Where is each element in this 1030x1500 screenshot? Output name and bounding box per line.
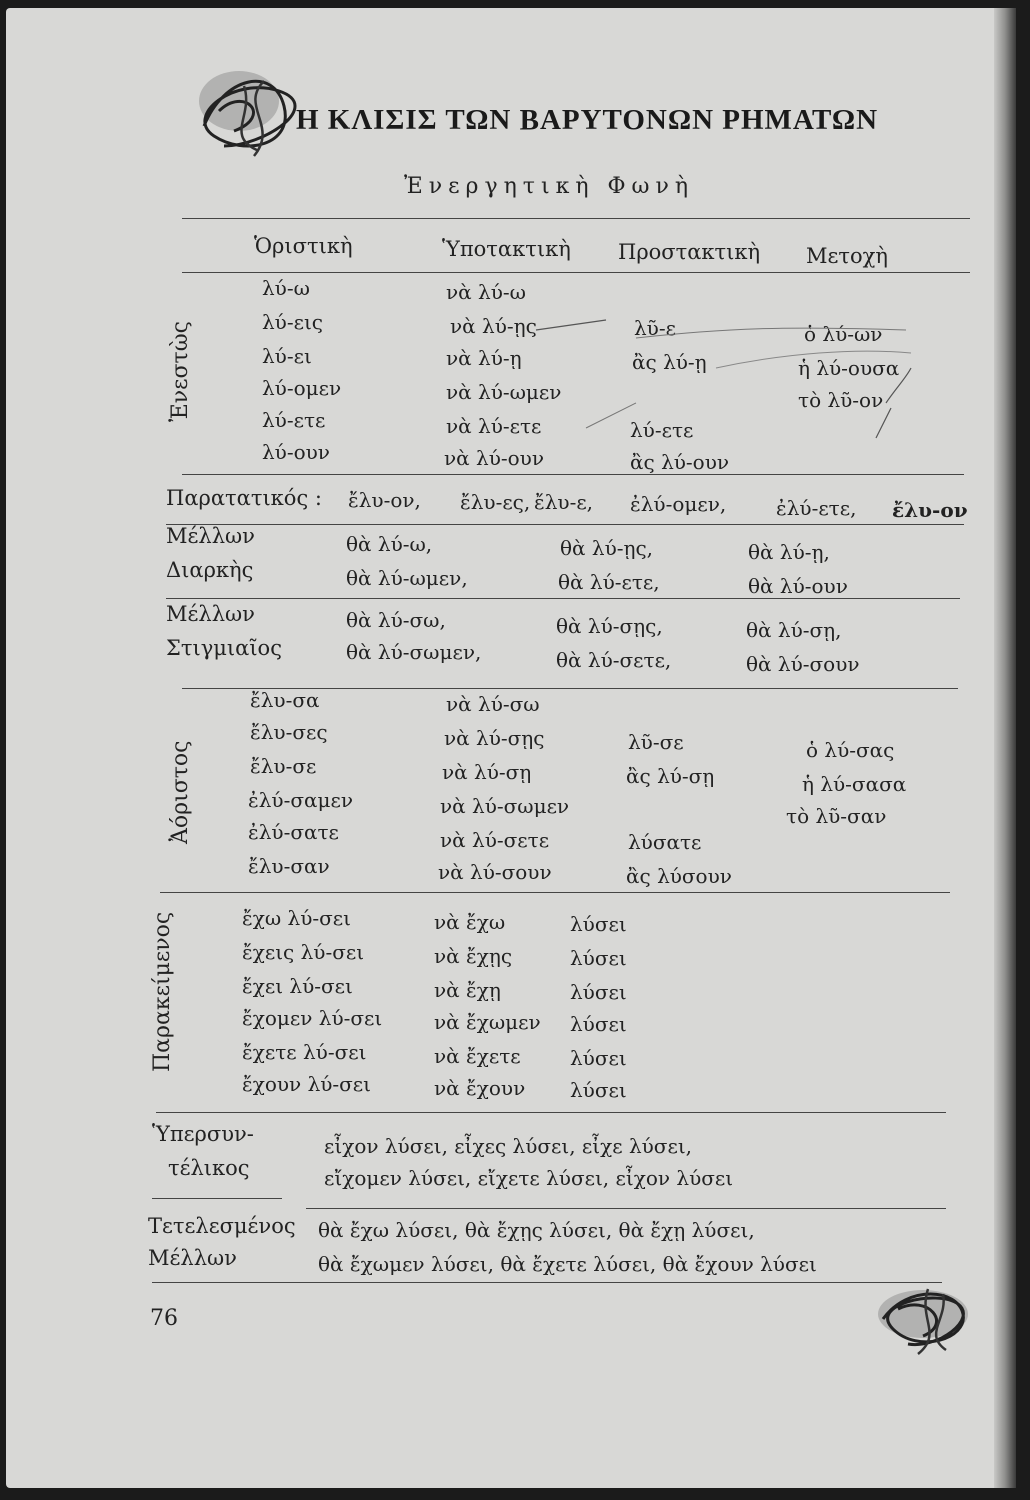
present-ind-6: λύ-ουν	[262, 440, 330, 464]
aorist-imp-1: λῦ-σε	[628, 730, 684, 754]
present-imp-2: ἂς λύ-ῃ	[632, 350, 707, 374]
fut-simple-6: θὰ λύ-σουν	[746, 652, 860, 676]
present-subj-4: νὰ λύ-ωμεν	[446, 380, 562, 404]
fut-simple-3: θὰ λύ-σῃ,	[746, 618, 842, 642]
imperfect-2: ἔλυ-ες,	[460, 490, 531, 514]
present-subj-5: νὰ λύ-ετε	[446, 414, 542, 438]
fut-simple-5: θὰ λύ-σετε,	[556, 648, 672, 672]
perfect-subj-5: νὰ ἔχετε	[434, 1044, 521, 1068]
label-future-perfect-1: Τετελεσμένος	[148, 1214, 296, 1238]
pluperfect-row-2: εἴχομεν λύσει, εἴχετε λύσει, εἶχον λύσει	[324, 1166, 734, 1190]
present-subj-3: νὰ λύ-ῃ	[446, 346, 522, 370]
label-perfect: Παρακείμενος	[150, 911, 175, 1072]
imperfect-5: ἐλύ-ετε,	[776, 496, 857, 520]
aorist-imp-4: ἂς λύσουν	[626, 864, 732, 888]
imperfect-3: ἔλυ-ε,	[534, 490, 594, 514]
label-pluperfect-1: Ὑπερσυν-	[152, 1122, 254, 1146]
ink-scribble-bottom	[868, 1274, 978, 1364]
imperfect-6: ἔλυ-ον	[892, 498, 968, 522]
perfect-suffix-1: λύσει	[570, 912, 627, 936]
label-future-continuous-1: Μέλλων	[166, 524, 255, 548]
present-subj-1: νὰ λύ-ω	[446, 280, 526, 304]
header-imperative: Προστακτικὴ	[618, 240, 761, 264]
perfect-ind-1: ἔχω λύ-σει	[242, 906, 351, 930]
rule	[156, 1112, 946, 1113]
rule	[306, 1208, 946, 1209]
present-part-1: ὁ λύ-ων	[804, 322, 883, 346]
label-aorist: Ἀόριστος	[168, 740, 193, 844]
rule	[182, 474, 964, 475]
fut-cont-3: θὰ λύ-ῃ,	[748, 540, 830, 564]
page-title: Η ΚΛΙΣΙΣ ΤΩΝ ΒΑΡΥΤΟΝΩΝ ΡΗΜΑΤΩΝ	[296, 104, 879, 136]
future-perfect-row-1: θὰ ἔχω λύσει, θὰ ἔχῃς λύσει, θὰ ἔχῃ λύσει,	[318, 1218, 755, 1242]
rule	[160, 892, 950, 893]
rule	[152, 1198, 282, 1199]
aorist-subj-4: νὰ λύ-σωμεν	[440, 794, 570, 818]
aorist-part-3: τὸ λῦ-σαν	[786, 804, 887, 828]
perfect-subj-1: νὰ ἔχω	[434, 910, 506, 934]
aorist-part-1: ὁ λύ-σας	[806, 738, 895, 762]
perfect-ind-3: ἔχει λύ-σει	[242, 974, 353, 998]
perfect-subj-2: νὰ ἔχῃς	[434, 944, 513, 968]
perfect-ind-6: ἔχουν λύ-σει	[242, 1072, 372, 1096]
fut-cont-1: θὰ λύ-ω,	[346, 532, 433, 556]
perfect-suffix-4: λύσει	[570, 1012, 627, 1036]
aorist-subj-5: νὰ λύ-σετε	[440, 828, 550, 852]
perfect-ind-4: ἔχομεν λύ-σει	[242, 1006, 383, 1030]
aorist-subj-3: νὰ λύ-σῃ	[442, 760, 532, 784]
present-part-2: ἡ λύ-ουσα	[798, 356, 900, 380]
label-present: Ἐνεστὼς	[168, 321, 193, 422]
pencil-marks	[526, 308, 926, 468]
perfect-subj-4: νὰ ἔχωμεν	[434, 1010, 541, 1034]
present-imp-4: ἂς λύ-ουν	[630, 450, 730, 474]
aorist-subj-2: νὰ λύ-σῃς	[444, 726, 545, 750]
fut-simple-1: θὰ λύ-σω,	[346, 608, 446, 632]
header-participle: Μετοχὴ	[806, 244, 888, 268]
rule	[152, 1282, 942, 1283]
present-ind-2: λύ-εις	[262, 310, 323, 334]
present-ind-5: λύ-ετε	[262, 408, 326, 432]
aorist-ind-5: ἐλύ-σατε	[248, 820, 339, 844]
fut-cont-2: θὰ λύ-ῃς,	[560, 536, 654, 560]
aorist-ind-1: ἔλυ-σα	[250, 688, 320, 712]
perfect-subj-3: νὰ ἔχῃ	[434, 978, 501, 1002]
fut-cont-6: θὰ λύ-ουν	[748, 574, 848, 598]
fut-cont-5: θὰ λύ-ετε,	[558, 570, 660, 594]
aorist-ind-3: ἔλυ-σε	[250, 754, 317, 778]
label-future-simple-1: Μέλλων	[166, 602, 255, 626]
perfect-suffix-3: λύσει	[570, 980, 627, 1004]
label-future-simple-2: Στιγμιαῖος	[166, 636, 282, 660]
aorist-imp-2: ἂς λύ-σῃ	[626, 764, 715, 788]
perfect-ind-2: ἔχεις λύ-σει	[242, 940, 365, 964]
rule	[166, 524, 964, 525]
header-subjunctive: Ὑποτακτικὴ	[442, 237, 571, 261]
present-subj-6: νὰ λύ-ουν	[444, 446, 544, 470]
rule	[182, 218, 970, 219]
present-part-3: τὸ λῦ-ον	[798, 388, 884, 412]
label-imperfect: Παρατατικός :	[166, 486, 322, 510]
future-perfect-row-2: θὰ ἔχωμεν λύσει, θὰ ἔχετε λύσει, θὰ ἔχουν λύσει	[318, 1252, 817, 1276]
rule	[182, 272, 970, 273]
aorist-part-2: ἡ λύ-σασα	[802, 772, 907, 796]
present-imp-3: λύ-ετε	[630, 418, 694, 442]
rule	[166, 598, 960, 599]
present-ind-3: λύ-ει	[262, 344, 312, 368]
perfect-subj-6: νὰ ἔχουν	[434, 1076, 526, 1100]
present-subj-2: νὰ λύ-ῃς	[450, 314, 537, 338]
fut-simple-4: θὰ λύ-σωμεν,	[346, 640, 482, 664]
perfect-suffix-5: λύσει	[570, 1046, 627, 1070]
aorist-ind-2: ἔλυ-σες	[250, 720, 328, 744]
perfect-suffix-6: λύσει	[570, 1078, 627, 1102]
present-ind-1: λύ-ω	[262, 276, 310, 300]
present-imp-1: λῦ-ε	[634, 316, 676, 340]
aorist-ind-6: ἔλυ-σαν	[248, 854, 330, 878]
perfect-ind-5: ἔχετε λύ-σει	[242, 1040, 367, 1064]
aorist-imp-3: λύσατε	[628, 830, 702, 854]
imperfect-1: ἔλυ-ον,	[348, 488, 421, 512]
voice-subtitle: Ἐνεργητικὴ Φωνὴ	[404, 174, 695, 199]
perfect-suffix-2: λύσει	[570, 946, 627, 970]
fut-cont-4: θὰ λύ-ωμεν,	[346, 566, 468, 590]
aorist-subj-6: νὰ λύ-σουν	[438, 860, 552, 884]
label-pluperfect-2: τέλικος	[168, 1156, 250, 1180]
ink-scribble-top	[184, 56, 304, 166]
fut-simple-2: θὰ λύ-σῃς,	[556, 614, 663, 638]
header-indicative: Ὁριστικὴ	[254, 234, 353, 258]
aorist-subj-1: νὰ λύ-σω	[446, 692, 540, 716]
book-spine	[994, 8, 1016, 1488]
pluperfect-row-1: εἶχον λύσει, εἶχες λύσει, εἶχε λύσει,	[324, 1134, 693, 1158]
imperfect-4: ἐλύ-ομεν,	[630, 492, 727, 516]
page-number: 76	[150, 1306, 178, 1331]
aorist-ind-4: ἐλύ-σαμεν	[248, 788, 353, 812]
book-page	[6, 8, 1016, 1488]
label-future-perfect-2: Μέλλων	[148, 1246, 237, 1270]
label-future-continuous-2: Διαρκὴς	[166, 558, 254, 582]
present-ind-4: λύ-ομεν	[262, 376, 342, 400]
